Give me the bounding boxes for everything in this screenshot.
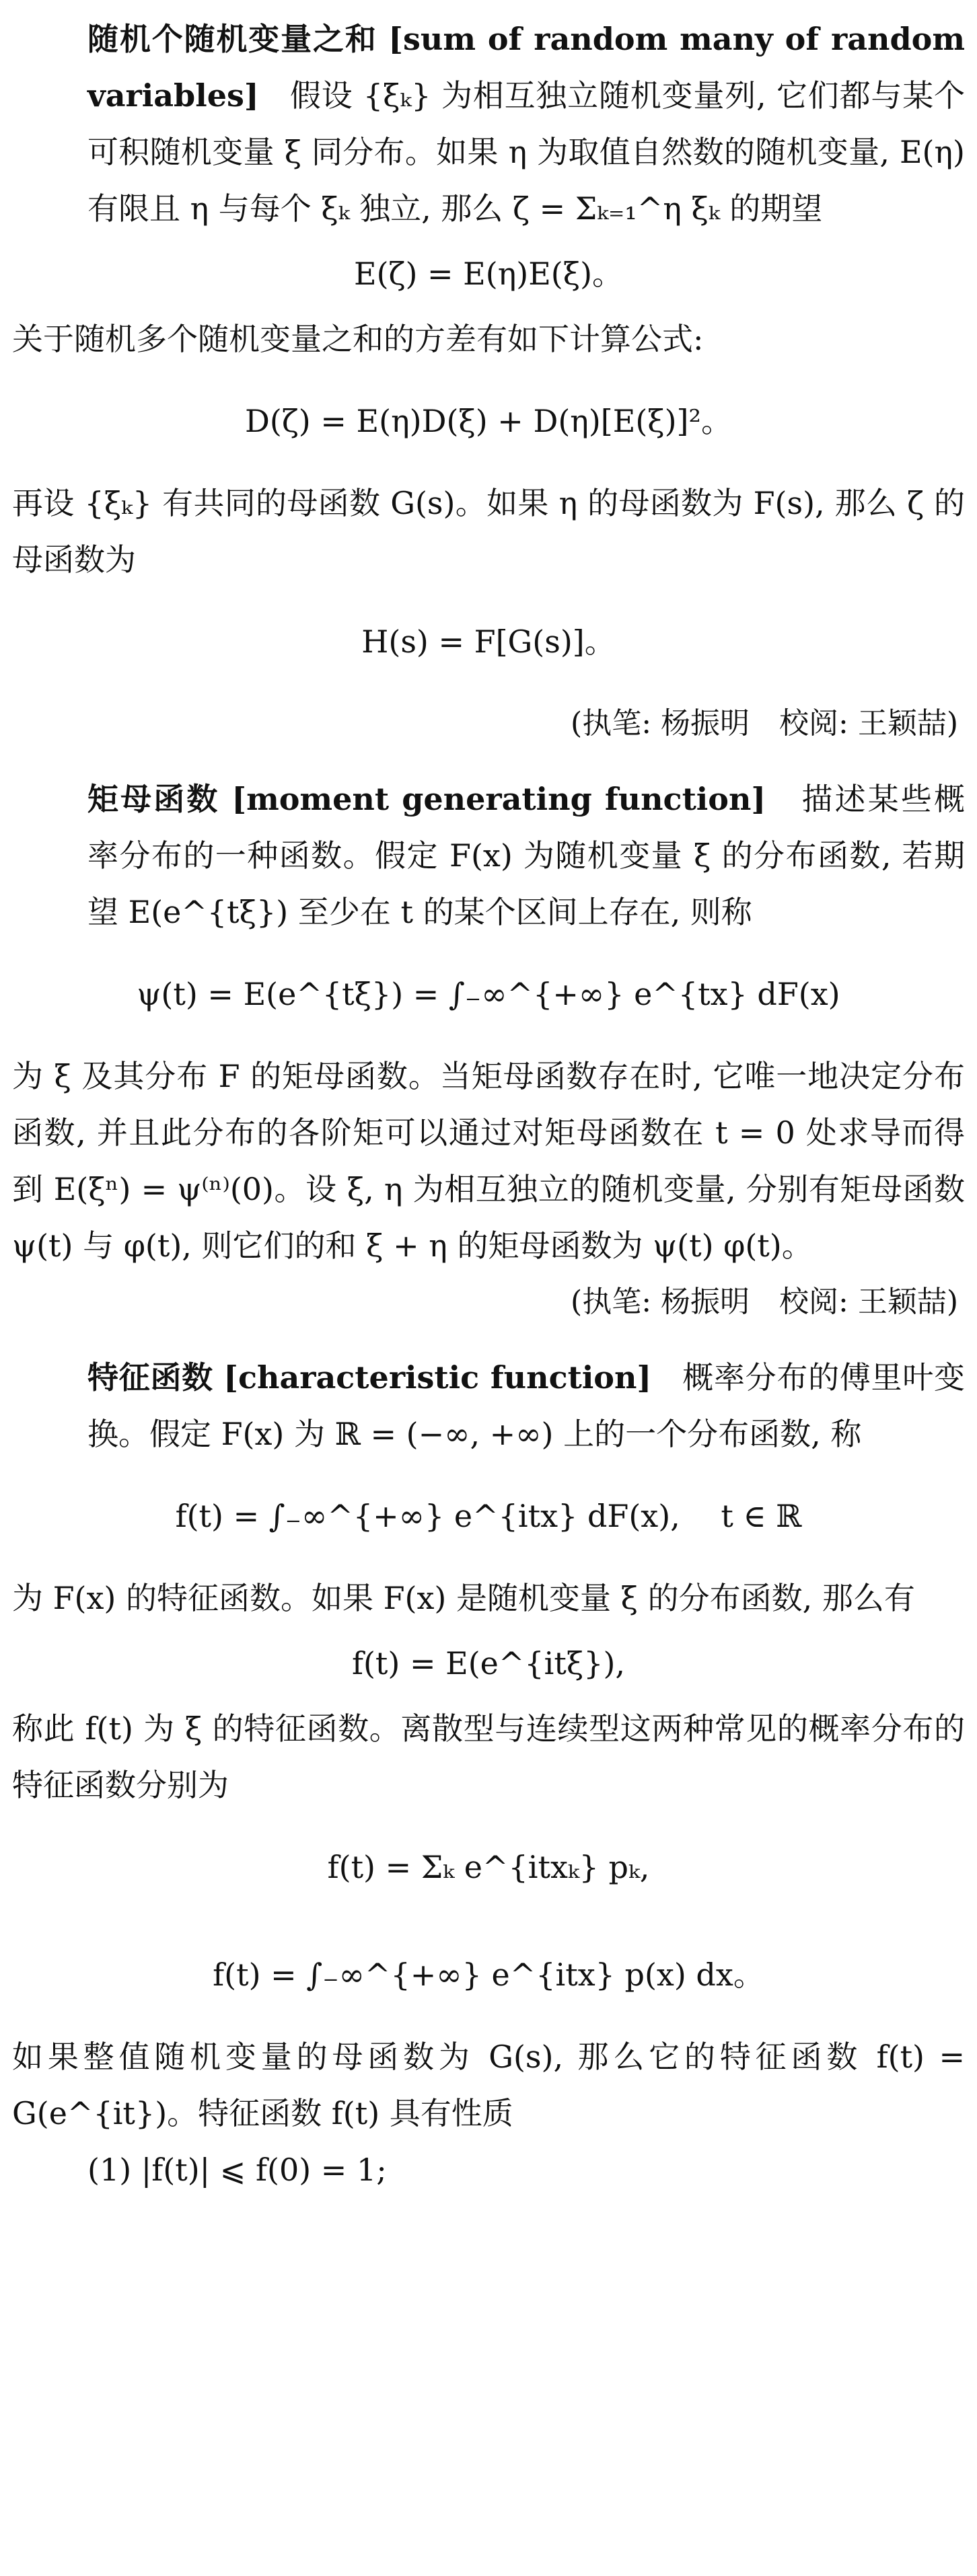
entry-sum-random-many — [12, 11, 965, 237]
formula-cf-expectation: f(t) = E(e^{itξ}), — [351, 1645, 626, 1681]
author-credit: (执笔: 杨振明 校阅: 王颖喆) — [571, 1285, 958, 1319]
entry-body: 描述某些概率分布的一种函数。假定 F(x) 为随机变量 ξ 的分布函数, 若期望 E(e^{tξ}) 至少在 t 的某个区间上存在, 则称 — [87, 781, 966, 930]
entry-characteristic-function — [12, 1349, 965, 1462]
paragraph-mgf-properties: 为 ξ 及其分布 F 的矩母函数。当矩母函数存在时, 它唯一地决定分布函数, 并且此分布的各阶矩可以通过对矩母函数在 t = 0 处求导而得到 E(ξⁿ) = ψ⁽ⁿ⁾(0)。设 ξ, η 为相互独立的随机变量, 分别有矩母函数 ψ(t) 与 φ(t), 则它们的和 ξ + η 的矩母函数为 ψ(t) φ(t)。 — [12, 1058, 965, 1264]
paragraph-cf-random-variable: 为 F(x) 的特征函数。如果 F(x) 是随机变量 ξ 的分布函数, 那么有 — [12, 1580, 915, 1616]
entry-body: 假设 {ξₖ} 为相互独立随机变量列, 它们都与某个可积随机变量 ξ 同分布。如果 η 为取值自然数的随机变量, E(η) 有限且 η 与每个 ξₖ 独立, 那么 ζ = Σₖ₌₁^η ξₖ 的期望 — [87, 77, 965, 227]
paragraph-variance-intro: 关于随机多个随机变量之和的方差有如下计算公式: — [12, 321, 704, 357]
entry-heading-en: [moment generating function] — [231, 781, 766, 817]
formula-variance: D(ζ) = E(η)D(ξ) + D(η)[E(ξ)]²。 — [245, 403, 732, 439]
author-credit: (执笔: 杨振明 校阅: 王颖喆) — [571, 706, 958, 741]
paragraph-cf-discrete-continuous: 称此 f(t) 为 ξ 的特征函数。离散型与连续型这两种常见的概率分布的特征函数分别为 — [12, 1710, 965, 1803]
entry-body: 概率分布的傅里叶变换。假定 F(x) 为 ℝ = (−∞, +∞) 上的一个分布函数, 称 — [87, 1359, 965, 1452]
entry-moment-generating-function — [12, 771, 965, 940]
entry-heading-cn: 矩母函数 — [87, 781, 220, 817]
formula-cf-discrete: f(t) = Σₖ e^{itxₖ} pₖ, — [327, 1849, 650, 1885]
formula-cf-definition: f(t) = ∫₋∞^{+∞} e^{itx} dF(x), t ∈ ℝ — [175, 1498, 802, 1534]
entry-heading-cn: 随机个随机变量之和 — [87, 21, 377, 57]
formula-mgf: ψ(t) = E(e^{tξ}) = ∫₋∞^{+∞} e^{tx} dF(x) — [137, 976, 840, 1012]
paragraph-generating-function: 再设 {ξₖ} 有共同的母函数 G(s)。如果 η 的母函数为 F(s), 那么 ζ 的母函数为 — [12, 485, 965, 578]
entry-heading-cn: 特征函数 — [87, 1359, 213, 1396]
formula-expectation: E(ζ) = E(η)E(ξ)。 — [353, 256, 624, 292]
formula-generating: H(s) = F[G(s)]。 — [361, 623, 616, 660]
property-item-1: (1) |f(t)| ⩽ f(0) = 1; — [87, 2152, 387, 2188]
formula-cf-continuous: f(t) = ∫₋∞^{+∞} e^{itx} p(x) dx。 — [213, 1957, 764, 1993]
entry-heading-en: [sum of random many of random variables] — [87, 21, 966, 114]
paragraph-cf-properties: 如果整值随机变量的母函数为 G(s), 那么它的特征函数 f(t) = G(e^{it})。特征函数 f(t) 具有性质 — [12, 2039, 965, 2131]
entry-heading-en: [characteristic function] — [223, 1359, 652, 1396]
